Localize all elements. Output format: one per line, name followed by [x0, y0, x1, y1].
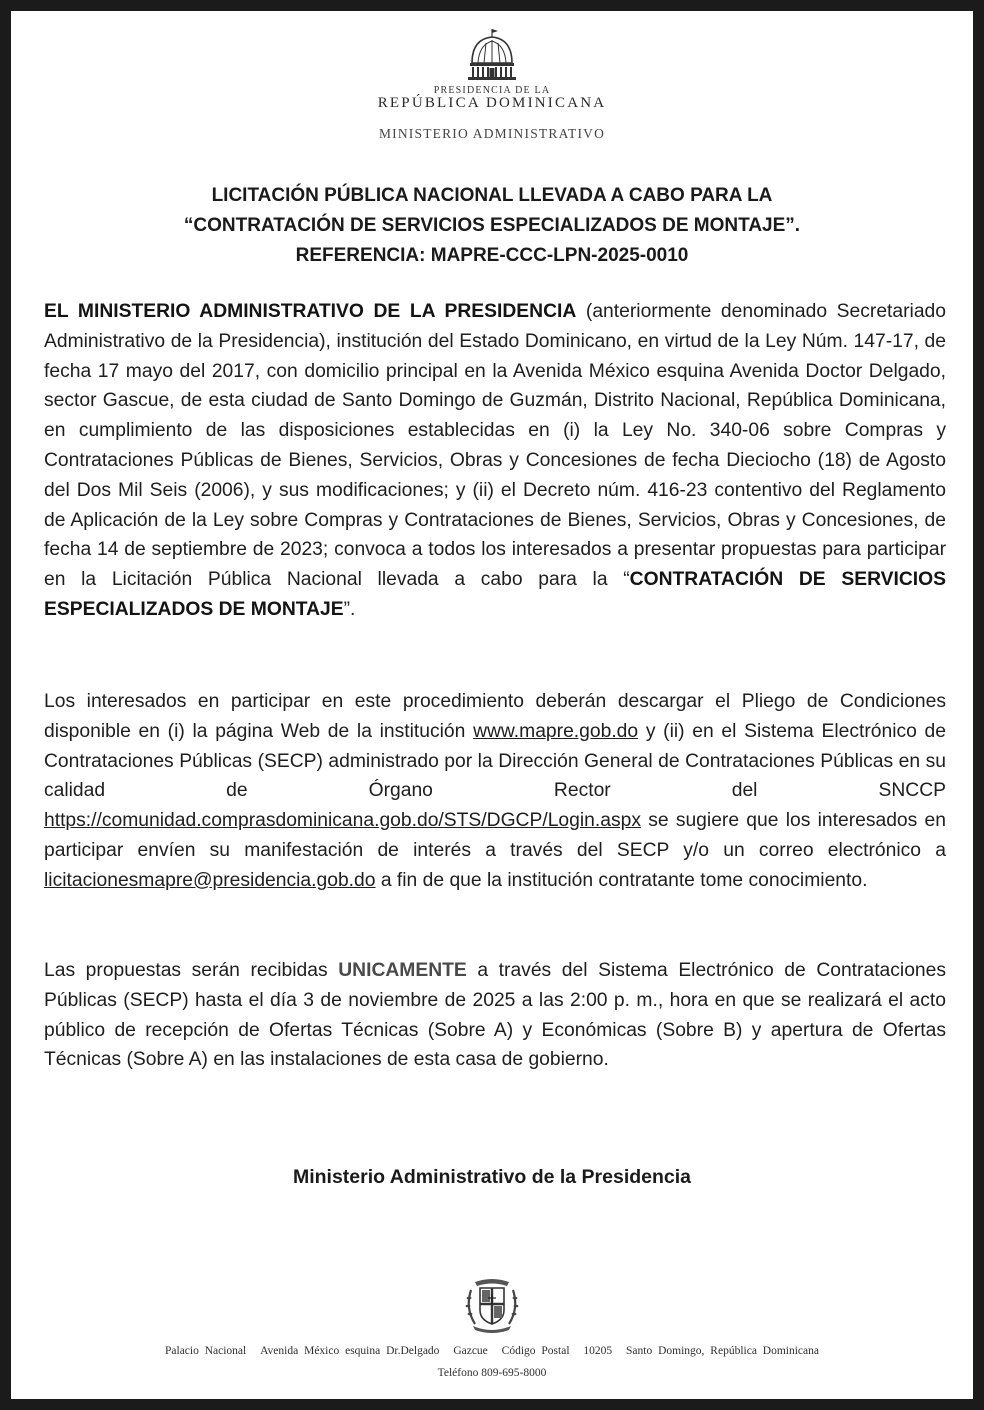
- document-title: [45, 181, 939, 271]
- title-line-2: “CONTRATACIÓN DE SERVICIOS ESPECIALIZADOS DE MONTAJE”.: [183, 215, 801, 236]
- header-logo: [11, 27, 973, 142]
- ministerio-administrativo-text: MINISTERIO ADMINISTRATIVO: [378, 126, 606, 141]
- email-link[interactable]: licitacionesmapre@presidencia.gob.do: [44, 869, 376, 891]
- paragraph-1-closing: ”.: [343, 598, 356, 620]
- paragraph-2-text-c: se sugiere que los interesados en participar envíen su manifestación de interés a través del SECP y/o un correo electrónico a: [44, 810, 946, 861]
- footer-address: [11, 1345, 973, 1357]
- paragraph-2-text-a: Los interesados en participar en este procedimiento deberán descargar el Pliego de Condiciones disponible en (i) la página Web de la institución: [44, 691, 946, 742]
- footer-phone: Teléfono 809-695-8000: [437, 1367, 547, 1379]
- title-reference: REFERENCIA: MAPRE-CCC-LPN-2025-0010: [295, 245, 689, 266]
- footer-gazcue: Gazcue: [453, 1345, 488, 1357]
- title-line-1: LICITACIÓN PÚBLICA NACIONAL LLEVADA A CABO PARA LA: [211, 185, 773, 206]
- paragraph-3-text-a: Las propuestas serán recibidas: [44, 960, 339, 981]
- paragraph-pliego: [44, 687, 946, 896]
- institution-name: EL MINISTERIO ADMINISTRATIVO DE LA PRESIDENCIA: [44, 301, 577, 322]
- unicamente-emphasis: UNICAMENTE: [338, 960, 467, 981]
- service-name: CONTRATACIÓN DE SERVICIOS ESPECIALIZADOS DE MONTAJE: [44, 569, 947, 620]
- paragraph-1-text: (anteriormente denominado Secretariado Administrativo de la Presidencia), institución del Estado Dominicano, en virtud de la Ley Núm. 147-17, de fecha 17 mayo del 2017, con domicilio principal en la Avenida México esquina Avenida Doctor Delgado, sector Gascue, de esta ciudad de Santo Domingo de Guzmán, Distrito Nacional, República Dominicana, en cumplimiento de las disposiciones establecidas en (i) la Ley No. 340-06 sobre Compras y Contrataciones Públicas de Bienes, Servicios, Obras y Concesiones de fecha Dieciocho (18) de Agosto del Dos Mil Seis (2006), y sus modificaciones; y (ii) el Decreto núm. 416-23 contentivo del Reglamento de Aplicación de la Ley sobre Compras y Contrataciones de Bienes, Servicios, Obras y Concesiones, de fecha 14 de septiembre de 2023; convoca a todos los interesados a presentar propuestas para participar en la Licitación Pública Nacional llevada a cabo para la “: [44, 301, 946, 591]
- secp-portal-link[interactable]: https://comunidad.comprasdominicana.gob.do/STS/DGCP/Login.aspx: [44, 810, 641, 832]
- signature: Ministerio Administrativo de la Presidencia: [292, 1166, 692, 1188]
- paragraph-2-text-b: y (ii) en el Sistema Electrónico de Contrataciones Públicas (SECP) administrado por la Dirección General de Contrataciones Públicas en su calidad de Órgano Rector del SNCCP: [44, 720, 946, 802]
- presidencia-de-la-text: PRESIDENCIA DE LA: [433, 85, 551, 96]
- coat-of-arms-icon: [461, 1274, 523, 1336]
- footer-cp-number: 10205: [583, 1345, 613, 1357]
- paragraph-convocatoria: [44, 297, 946, 625]
- republica-dominicana-text: REPÚBLICA DOMINICANA: [377, 95, 607, 111]
- paragraph-2-text-d: a fin de que la institución contratante tome conocimiento.: [375, 869, 868, 891]
- paragraph-propuestas: [44, 956, 946, 1075]
- footer-palacio: Palacio Nacional: [165, 1345, 247, 1357]
- paragraph-3-text-b: a través del Sistema Electrónico de Contrataciones Públicas (SECP) hasta el día 3 de noviembre de 2025 a las 2:00 p. m., hora en que se realizará el acto público de recepción de Ofertas Técnicas (Sobre A) y Económicas (Sobre B) y apertura de Ofertas Técnicas (Sobre A) en las instalaciones de esta casa de gobierno.: [44, 960, 947, 1071]
- palacio-nacional-dome-icon: [462, 27, 522, 83]
- mapre-website-link[interactable]: www.mapre.gob.do: [473, 720, 639, 742]
- footer-codigo-postal: Código Postal: [501, 1345, 570, 1357]
- footer-ciudad: Santo Domingo, República Dominicana: [626, 1345, 819, 1357]
- footer-seal: [11, 1274, 973, 1336]
- footer-avenida: Avenida México esquina Dr.Delgado: [260, 1345, 440, 1357]
